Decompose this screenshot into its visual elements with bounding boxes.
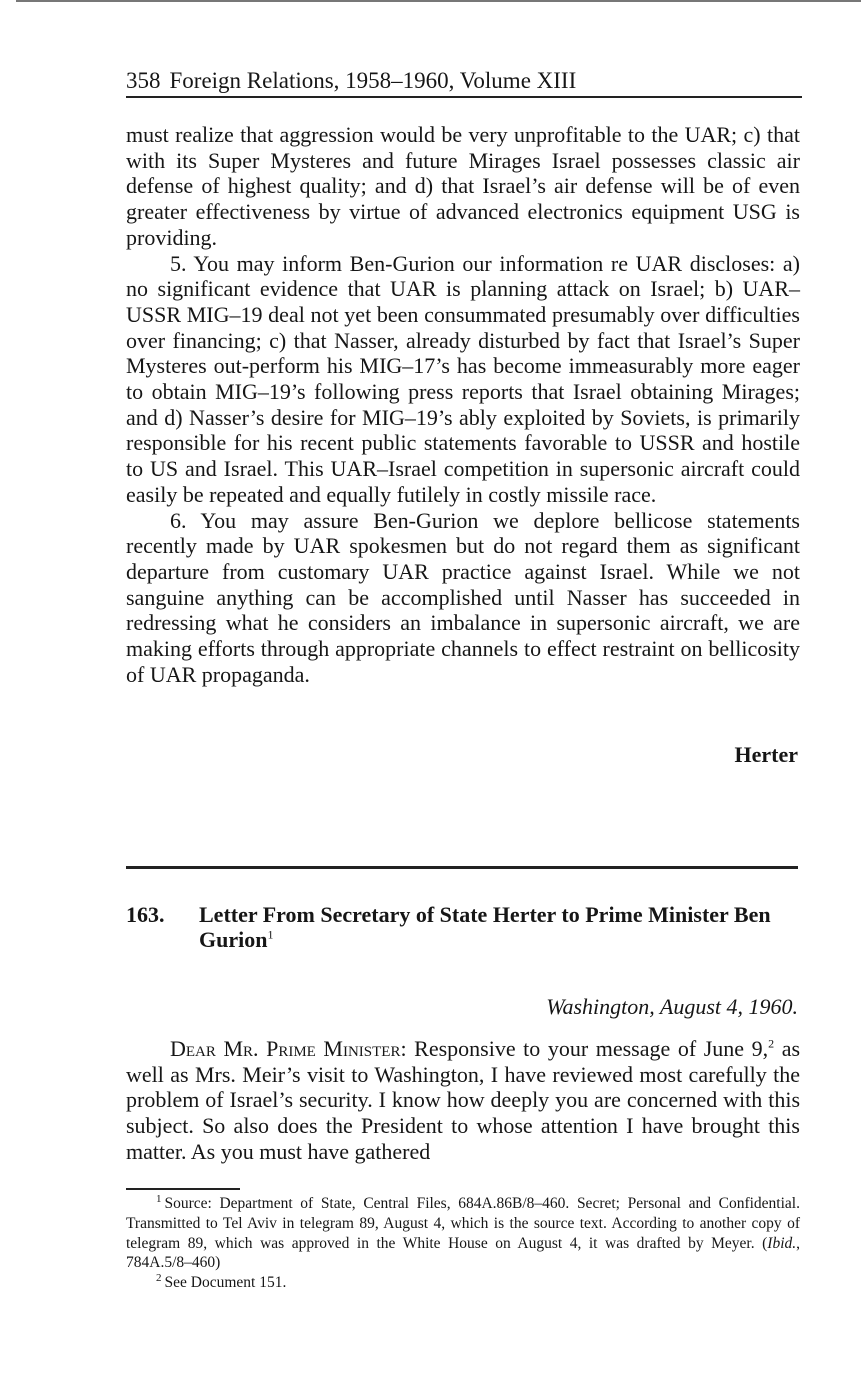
letter-text-a: Responsive to your message of June 9,	[406, 1036, 769, 1061]
footnote-marker: 1	[156, 1192, 162, 1205]
signature: Herter	[734, 742, 798, 767]
footnotes	[126, 1194, 800, 1293]
letter-text-b: as well as Mrs. Meir’s visit to Washington, I have reviewed most carefully the problem of Israel’s security. I know how deeply you are concerned with this subject. So also does the President to whose attention I have brought this matter. As you must have gathered	[126, 1036, 801, 1164]
salutation: Dear Mr. Prime Minister:	[170, 1036, 407, 1061]
running-head	[126, 68, 802, 98]
footnote-rule	[126, 1188, 240, 1190]
paragraph-6: 6. You may assure Ben-Gurion we deplore bellicose statements recently made by UAR spokesmen but do not regard them as significant departure from customary UAR practice against Israel. While we not sanguine anything can be accomplished until Nasser has succeeded in redressing what he considers an imbalance in supersonic aircraft, we are making efforts through appropriate channels to effect restraint on bellicosity of UAR propaganda.	[126, 507, 800, 687]
series-title: Foreign Relations, 1958–1960, Volume XIII	[169, 68, 577, 93]
page-number: 358	[126, 68, 161, 93]
paragraph-continuation: must realize that aggression would be very unprofitable to the UAR; c) that with its Super Mysteres and future Mirages Israel possesses classic air defense of highest quality; and d) that Israel’s air defense will be of even greater effectiveness by virtue of advanced electronics equipment USG is providing.	[126, 122, 800, 250]
footnote-marker: 2	[156, 1272, 162, 1285]
letter-footnote-ref: 2	[768, 1036, 775, 1051]
top-edge-rule	[16, 0, 861, 2]
document-heading	[126, 902, 798, 952]
footnote-text: See Document 151.	[164, 1274, 287, 1292]
footnote-text: Source: Department of State, Central Files, 684A.86B/8–460. Secret; Personal and Confidential. Transmitted to Tel Aviv in telegram 89, August 4, which is the source text. According to another copy of telegram 89, which was approved in the White House on August 4, it was drafted by Meyer. (	[126, 1195, 800, 1252]
footnote-2	[126, 1273, 800, 1293]
document-title-wrap	[199, 902, 798, 952]
document-number: 163.	[126, 902, 165, 927]
footnote-ibid: Ibid.	[767, 1234, 797, 1252]
footnote-text-end: , 784A.5/8–460)	[126, 1234, 800, 1272]
letter-body	[126, 1036, 800, 1165]
document-title: Letter From Secretary of State Herter to Prime Minister Ben Gurion	[199, 902, 771, 952]
title-footnote-ref: 1	[267, 927, 274, 942]
dateline: Washington, August 4, 1960.	[546, 994, 798, 1019]
telegram-body	[126, 122, 800, 687]
letter-paragraph	[126, 1036, 800, 1165]
section-divider	[126, 866, 798, 869]
paragraph-5: 5. You may inform Ben-Gurion our information re UAR discloses: a) no significant evidence that UAR is planning attack on Israel; b) UAR–USSR MIG–19 deal not yet been consummated presumably over difficulties over financing; c) that Nasser, already disturbed by fact that Israel’s Super Mysteres out-perform his MIG–17’s has become immeasurably more eager to obtain MIG–19’s following press reports that Israel obtaining Mirages; and d) Nasser’s desire for MIG–19’s ably exploited by Soviets, is primarily responsible for his recent public statements favorable to USSR and hostile to US and Israel. This UAR–Israel competition in supersonic aircraft could easily be repeated and equally futilely in costly missile race.	[126, 250, 800, 507]
footnote-1	[126, 1194, 800, 1273]
